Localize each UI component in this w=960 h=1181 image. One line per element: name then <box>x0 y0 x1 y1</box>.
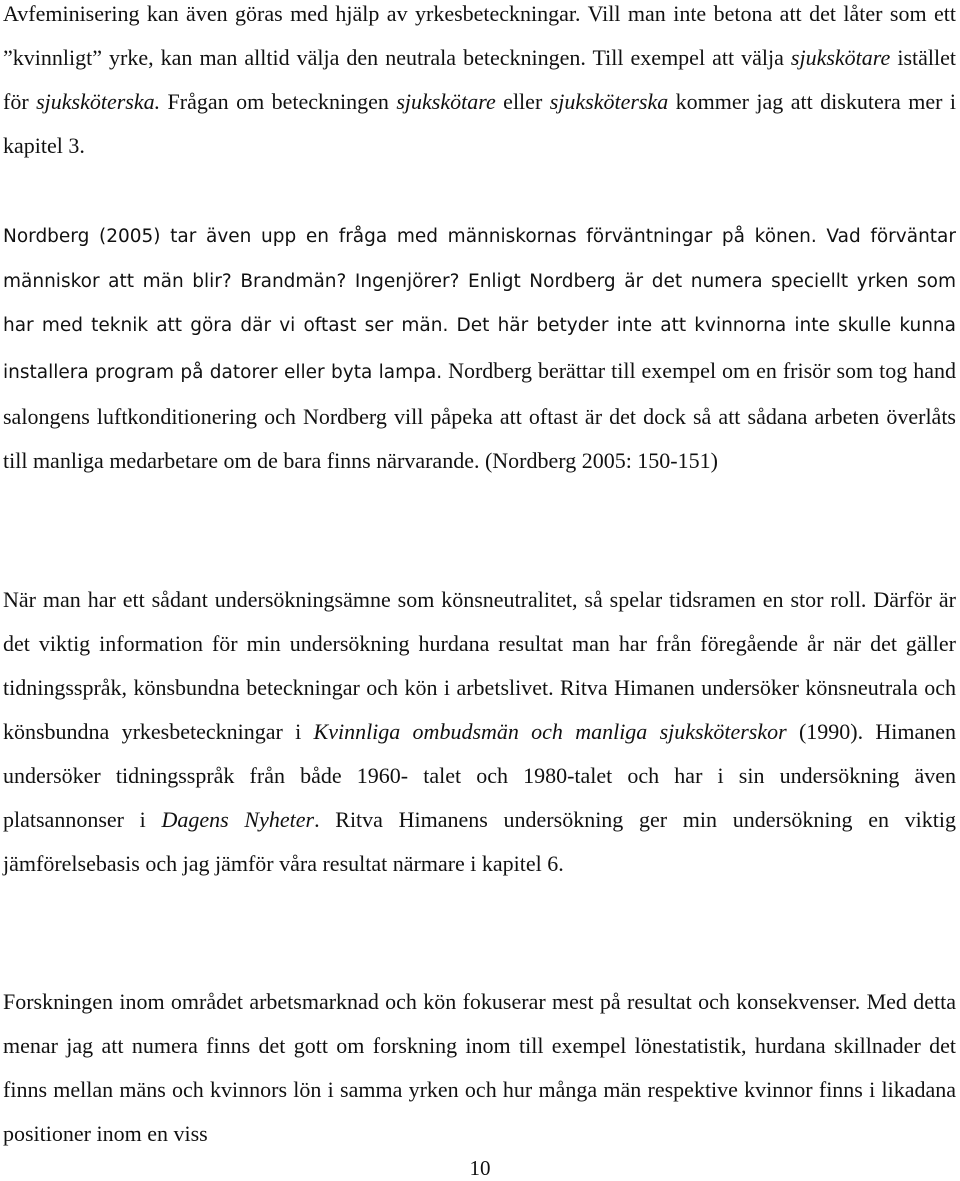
text-run: eller <box>495 89 550 114</box>
text-run-sans: Nordberg (2005) tar även upp en fråga med människornas förväntningar på könen. Vad förväntar människor att män blir? Brandmän? Ingenjörer? Enligt Nordberg är det numera speciellt yrken som har med teknik att göra där vi oftast ser män. Det här betyder inte att kvinnorna inte skulle kunna installera program på datorer eller byta lampa. <box>3 226 956 383</box>
text-run: (1990). Himanen undersöker tidningsspråk från både 1960- talet och 1980-talet och har i sin undersökning även platsannonser i <box>3 719 957 832</box>
page-number: 10 <box>469 1156 491 1180</box>
paragraph-konsneutralitet <box>3 578 956 886</box>
text-run: Avfeminisering kan även göras med hjälp av yrkesbeteckningar. Vill man inte betona att det låter som ett ”kvinnligt” yrke, kan man alltid välja den neutrala beteckningen. Till exempel att välja <box>3 1 956 70</box>
italic-title: Kvinnliga ombudsmän och manliga sjuksköterskor <box>313 719 787 744</box>
paragraph-nordberg <box>3 215 956 483</box>
text-run: istället för <box>3 45 957 114</box>
text-run: kommer jag att diskutera mer i kapitel 3. <box>3 89 956 158</box>
paragraph-avfeminisering <box>3 0 956 168</box>
text-run: Forskningen inom området arbetsmarknad och kön fokuserar mest på resultat och konsekvenser. Med detta menar jag att numera finns det gott om forskning inom till exempel lönestatistik, hurdana skillnader det finns mellan mäns och kvinnors lön i samma yrken och hur många män respektive kvinnor finns i likadana positioner inom en viss <box>3 989 956 1146</box>
italic-term: sjuksköterska <box>549 89 669 114</box>
text-run: Frågan om beteckningen <box>160 89 397 114</box>
text-run: . Ritva Himanens undersökning ger min undersökning en viktig jämförelsebasis och jag jämför våra resultat närmare i kapitel 6. <box>3 807 956 876</box>
italic-title: Dagens Nyheter <box>161 807 315 832</box>
text-run-serif: Nordberg berättar till exempel om en frisör som tog hand salongens luftkonditionering och Nordberg vill påpeka att oftast är det dock så att sådana arbeten överlåts till manliga medarbetare om de bara finns närvarande. (Nordberg 2005: 150-151) <box>3 357 956 473</box>
italic-term: sjuksköterska. <box>36 89 161 114</box>
italic-term: sjukskötare <box>790 45 891 70</box>
text-run: När man har ett sådant undersökningsämne som könsneutralitet, så spelar tidsramen en stor roll. Därför är det viktig information för min undersökning hurdana resultat man har från föregående år när det gäller tidningsspråk, könsbundna beteckningar och kön i arbetslivet. Ritva Himanen undersöker könsneutrala och könsbundna yrkesbeteckningar i <box>3 587 956 744</box>
italic-term: sjukskötare <box>396 89 496 114</box>
paragraph-forskningen <box>3 980 956 1156</box>
